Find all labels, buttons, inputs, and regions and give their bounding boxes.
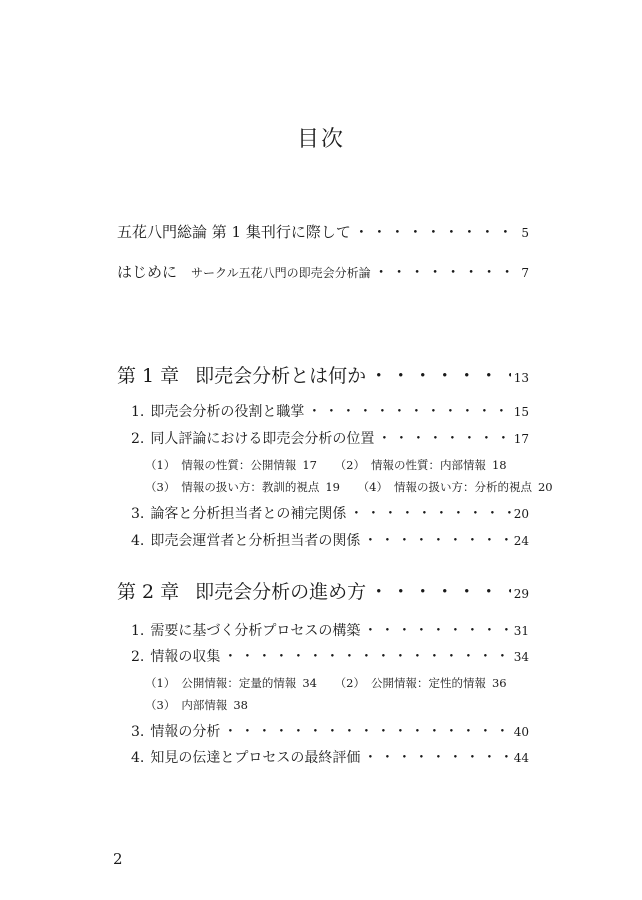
entry-text: 五花八門総論 第 1 集刊行に際して [117, 223, 351, 241]
toc-entry-preface [117, 221, 529, 242]
chapter-label: 第 1 章 [117, 365, 180, 387]
leader-dots [369, 577, 511, 604]
chapter-page: 29 [513, 587, 529, 601]
chapter-title: 即売会分析とは何か [195, 365, 367, 387]
section-page: 31 [513, 624, 529, 638]
section-page: 34 [513, 650, 529, 664]
chapter-heading [117, 361, 366, 388]
section-page: 17 [513, 432, 529, 446]
toc-subsection [145, 479, 340, 495]
subsection-page: 38 [233, 698, 248, 712]
subsection-number: （1） [145, 458, 176, 472]
leader-dots [363, 747, 510, 767]
leader-dots [374, 261, 519, 282]
section-heading [131, 721, 220, 741]
section-number: 1. [131, 623, 145, 639]
entry-subtitle: サークル五花八門の即売会分析論 [191, 266, 371, 280]
toc-subsection [145, 457, 317, 473]
section-title: 知見の伝達とプロセスの最終評価 [150, 750, 361, 766]
toc-entry-introduction [117, 261, 529, 282]
toc-subsection [145, 697, 248, 713]
entry-text [117, 261, 371, 282]
leader-dots [223, 721, 510, 741]
leader-dots [369, 361, 511, 388]
leader-dots [363, 620, 510, 640]
section-page: 40 [513, 725, 529, 739]
section-number: 3. [131, 506, 145, 522]
subsection-title: 公開情報：定性的情報 [370, 676, 486, 690]
leader-dots [307, 401, 510, 421]
subsection-page: 34 [302, 676, 317, 690]
section-page: 44 [513, 751, 529, 765]
leader-dots [354, 221, 519, 242]
toc-subsection-line [145, 675, 521, 691]
toc-section [131, 721, 529, 741]
section-page: 15 [513, 405, 529, 419]
subsection-title: 内部情報 [181, 698, 228, 712]
section-page: 20 [513, 507, 529, 521]
section-number: 1. [131, 404, 145, 420]
page-number: 2 [113, 850, 123, 868]
leader-dots [363, 530, 510, 550]
subsection-title: 情報の性質：内部情報 [370, 458, 486, 472]
entry-page: 5 [521, 226, 529, 240]
section-heading [131, 646, 220, 666]
section-title: 需要に基づく分析プロセスの構築 [150, 623, 361, 639]
toc-section [131, 620, 529, 640]
page-title: 目次 [296, 127, 345, 152]
subsection-number: （2） [334, 676, 365, 690]
subsection-number: （3） [145, 480, 176, 494]
toc-section [131, 747, 529, 767]
subsection-number: （1） [145, 676, 176, 690]
subsection-title: 情報の扱い方：分析的視点 [393, 480, 532, 494]
section-number: 3. [131, 724, 145, 740]
subsection-page: 20 [537, 480, 553, 494]
leader-dots [377, 428, 510, 448]
section-title: 即売会分析の役割と職掌 [150, 404, 305, 420]
toc-subsection [335, 457, 507, 473]
section-title: 情報の分析 [150, 724, 221, 740]
toc-chapter-2 [117, 577, 529, 604]
section-heading [131, 428, 374, 448]
toc-subsection-line [145, 479, 567, 495]
leader-dots [349, 503, 510, 523]
toc-section [131, 401, 529, 421]
toc-subsection-line [145, 697, 262, 713]
section-number: 4. [131, 750, 145, 766]
section-heading [131, 530, 360, 550]
subsection-page: 36 [491, 676, 507, 690]
toc-subsection [358, 479, 553, 495]
subsection-title: 情報の扱い方：教訓的視点 [181, 480, 320, 494]
subsection-title: 情報の性質：公開情報 [181, 458, 297, 472]
chapter-title: 即売会分析の進め方 [195, 581, 367, 603]
leader-dots [223, 646, 510, 666]
entry-page: 7 [521, 266, 529, 280]
toc-subsection [335, 675, 507, 691]
section-title: 同人評論における即売会分析の位置 [150, 431, 375, 447]
toc-section [131, 530, 529, 550]
subsection-number: （4） [357, 480, 388, 494]
section-page: 24 [513, 534, 529, 548]
section-title: 情報の収集 [150, 649, 221, 665]
chapter-heading [117, 577, 366, 604]
subsection-title: 公開情報：定量的情報 [181, 676, 297, 690]
toc-section [131, 646, 529, 666]
subsection-number: （3） [145, 698, 176, 712]
toc-section [131, 503, 529, 523]
section-heading [131, 401, 304, 421]
subsection-page: 17 [302, 458, 317, 472]
section-title: 論客と分析担当者との補完関係 [150, 506, 347, 522]
toc-chapter-1 [117, 361, 529, 388]
chapter-page: 13 [513, 371, 529, 385]
toc-section [131, 428, 529, 448]
subsection-page: 18 [491, 458, 507, 472]
section-title: 即売会運営者と分析担当者の関係 [150, 533, 361, 549]
toc-subsection-line [145, 457, 521, 473]
toc-subsection [145, 675, 317, 691]
section-number: 2. [131, 431, 145, 447]
section-number: 4. [131, 533, 145, 549]
section-heading [131, 747, 360, 767]
subsection-number: （2） [334, 458, 365, 472]
section-heading [131, 620, 360, 640]
section-number: 2. [131, 649, 145, 665]
chapter-label: 第 2 章 [117, 581, 180, 603]
subsection-page: 19 [325, 480, 340, 494]
entry-heading: はじめに [117, 263, 178, 281]
section-heading [131, 503, 346, 523]
